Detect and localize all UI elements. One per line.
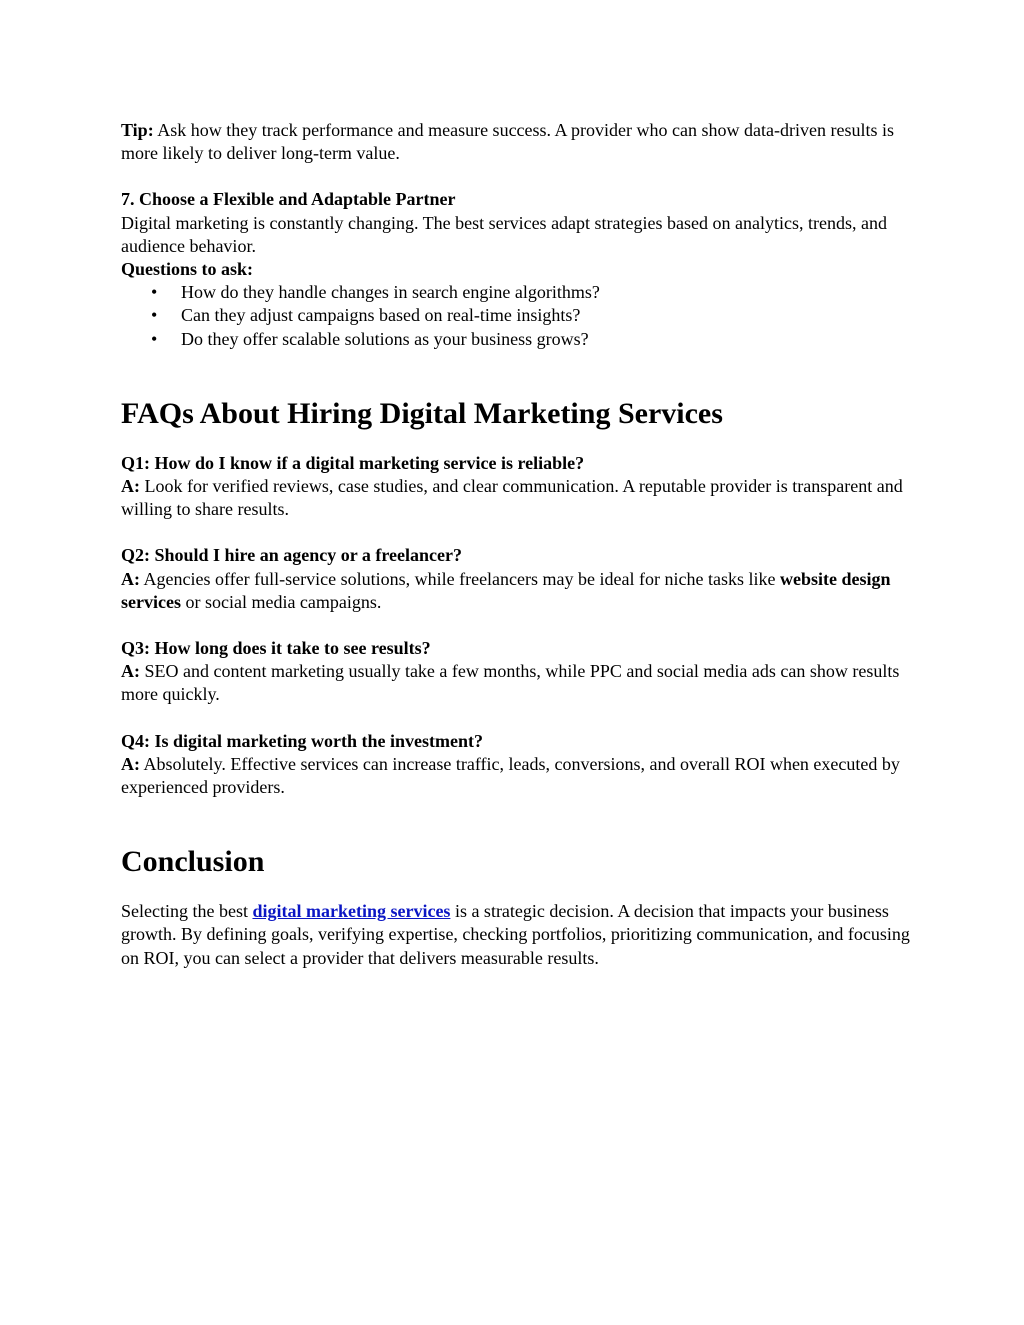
faq-item (121, 730, 911, 800)
faq-question: Q1: How do I know if a digital marketing service is reliable? (121, 452, 585, 473)
answer-label: A: (121, 568, 140, 589)
document-page (121, 119, 911, 970)
conclusion-paragraph (121, 900, 911, 970)
faq-item (121, 544, 911, 614)
faq-question: Q2: Should I hire an agency or a freelancer? (121, 545, 462, 566)
faq-question: Q3: How long does it take to see results? (121, 638, 431, 659)
list-item (121, 304, 911, 327)
conclusion-text-after: is a strategic decision. A decision that impacts your business growth. By defining goals, verifying expertise, checking portfolios, prioritizing communication, and focusing on ROI, you can select a provider that delivers measurable results. (121, 901, 910, 968)
conclusion-heading: Conclusion (121, 845, 265, 879)
faq-item (121, 637, 911, 707)
section-7-body: Digital marketing is constantly changing. The best services adapt strategies based on analytics, trends, and audience behavior. (121, 212, 887, 256)
faq-answer (121, 660, 911, 706)
question-text: How do they handle changes in search engine algorithms? (181, 282, 600, 303)
answer-bold-term: website design services (121, 568, 891, 612)
question-text: Do they offer scalable solutions as your business grows? (181, 328, 589, 349)
tip-label: Tip: (121, 120, 154, 140)
faq-answer (121, 753, 911, 799)
question-text: Can they adjust campaigns based on real-time insights? (181, 305, 581, 326)
questions-label: Questions to ask: (121, 259, 254, 280)
faq-item (121, 452, 911, 522)
answer-label: A: (121, 476, 140, 497)
faq-answer (121, 475, 911, 521)
answer-tail: or social media campaigns. (180, 591, 382, 612)
list-item (121, 281, 911, 304)
answer-text: SEO and content marketing usually take a few months, while PPC and social media ads can show results more quickly. (121, 661, 900, 705)
digital-marketing-services-link[interactable]: digital marketing services (252, 901, 451, 922)
faqs-heading: FAQs About Hiring Digital Marketing Services (121, 396, 723, 430)
tip-paragraph (121, 119, 911, 165)
answer-text: Look for verified reviews, case studies, and clear communication. A reputable provider is transparent and willing to share results. (121, 476, 903, 520)
bullet-icon: • (151, 328, 158, 349)
faq-answer (121, 568, 911, 614)
bullet-icon: • (151, 305, 158, 326)
bullet-icon: • (151, 282, 158, 303)
answer-label: A: (121, 753, 140, 774)
questions-list (121, 281, 911, 351)
faq-question: Q4: Is digital marketing worth the investment? (121, 730, 483, 751)
answer-text: Absolutely. Effective services can increase traffic, leads, conversions, and overall ROI when executed by experienced providers. (121, 753, 900, 798)
answer-label: A: (121, 661, 140, 682)
tip-text: Ask how they track performance and measure success. A provider who can show data-driven results is more likely to deliver long-term value. (121, 120, 894, 164)
section-7-heading: 7. Choose a Flexible and Adaptable Partner (121, 189, 456, 210)
list-item (121, 328, 911, 351)
conclusion-text-before: Selecting the best (121, 901, 253, 922)
answer-text: Agencies offer full-service solutions, while freelancers may be ideal for niche tasks like (140, 568, 780, 589)
